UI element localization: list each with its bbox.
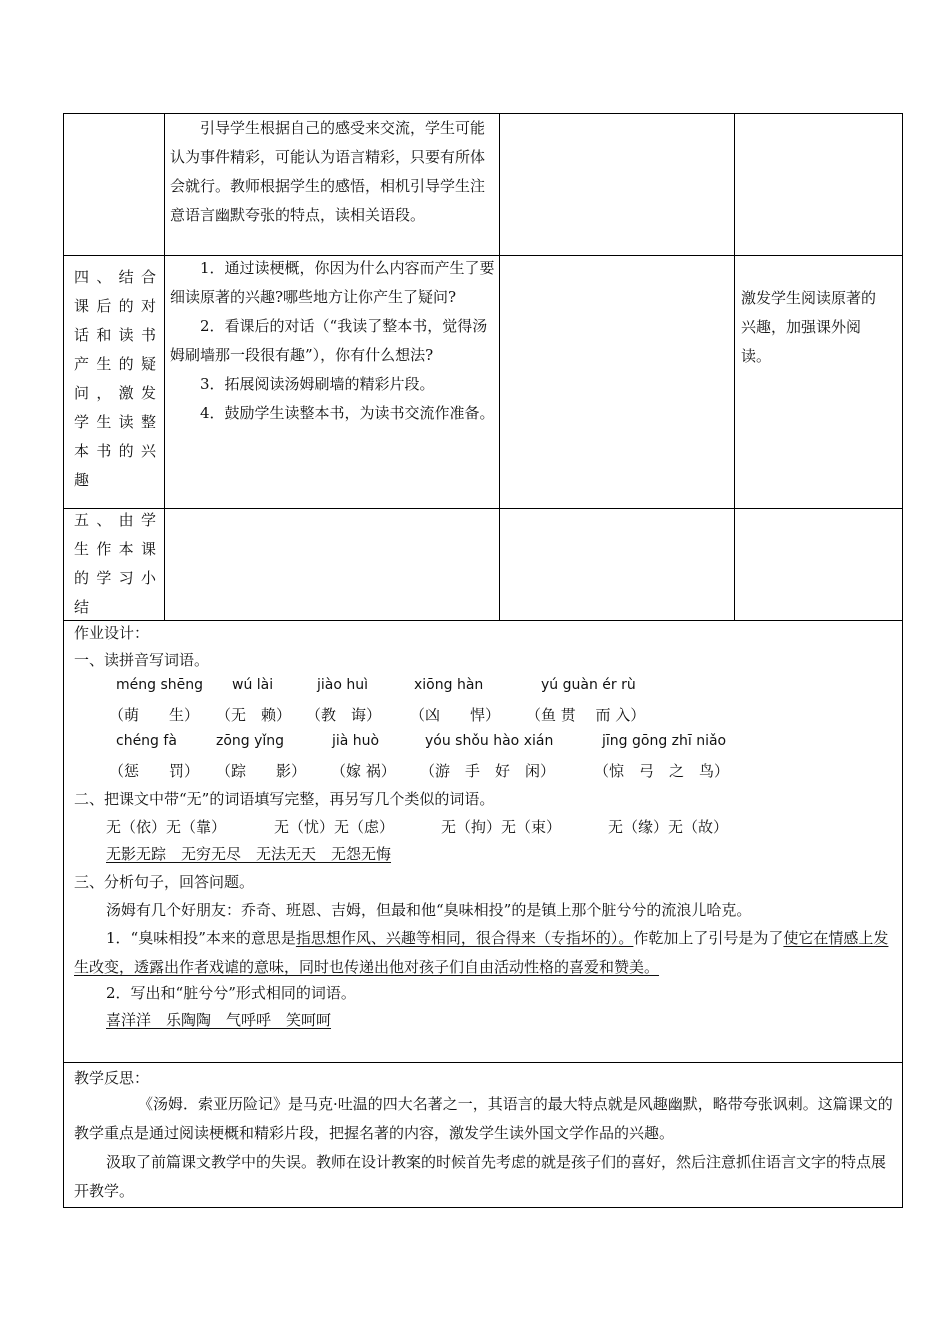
column-divider — [734, 114, 735, 620]
stage-line: 生作本课 — [74, 540, 156, 558]
pinyin: jià huò — [332, 733, 380, 749]
row2-stage — [74, 263, 156, 495]
row2-intent: 激发学生阅读原著的兴趣，加强课外阅读。 — [741, 289, 877, 365]
stage-line: 问，激发 — [74, 384, 156, 402]
hanzi-row — [64, 760, 902, 784]
fill-word: 无（拘）无（束） — [441, 818, 562, 836]
q3-title: 三、分析句子，回答问题。 — [74, 873, 255, 891]
row2-content — [170, 254, 498, 428]
q2-title: 二、把课文中带“无”的词语填写完整，再另写几个类似的词语。 — [74, 790, 495, 808]
stage-line: 趣 — [74, 471, 90, 489]
q3-sub2: 2．写出和“脏兮兮”形式相同的词语。 — [106, 984, 356, 1002]
row2-item: 4．鼓励学生读整本书，为读书交流作准备。 — [200, 404, 495, 422]
stage-line: 学生读整 — [74, 413, 156, 431]
pinyin: zōng yǐng — [216, 733, 285, 749]
q3-sub1 — [74, 924, 894, 982]
stage-line: 四、结合 — [74, 268, 156, 286]
pinyin: chéng fà — [116, 733, 177, 749]
column-divider — [499, 114, 500, 620]
fill-word: 无（忧）无（虑） — [274, 818, 395, 836]
answer-word: （教 诲） — [306, 706, 382, 724]
pinyin: méng shēng — [116, 677, 204, 693]
pinyin: jīng gōng zhī niǎo — [602, 733, 727, 749]
row-divider — [64, 620, 902, 621]
pinyin: yóu shǒu hào xián — [425, 733, 554, 749]
stage-line: 本书的兴 — [74, 442, 156, 460]
answer-word: （无 赖） — [216, 706, 292, 724]
answer-word: （惩 罚） — [109, 762, 200, 780]
fill-word: 无（缘）无（故） — [608, 818, 729, 836]
row1-paragraph: 引导学生根据自己的感受来交流，学生可能认为事件精彩，可能认为语言精彩，只要有所体会就行。教师根据学生的感悟，相机引导学生注意语言幽默夸张的特点，读相关语段。 — [170, 119, 486, 224]
hanzi-row — [64, 704, 902, 728]
q2-answer: 无影无踪 无穷无尽 无法无天 无怨无悔 — [106, 845, 392, 863]
q3-sub1-answer: 使它在情感上发生改变，透露出作者戏谑的意味，同时也传递出他对孩子们自由活动性格的喜爱和赞美。 — [74, 929, 889, 976]
pinyin-row — [64, 677, 902, 701]
stage-line: 产生的疑 — [74, 355, 156, 373]
answer-word: （游 手 好 闲） — [420, 762, 556, 780]
row2-item: 1．通过读梗概，你因为什么内容而产生了要细读原著的兴趣?哪些地方让你产生了疑问? — [170, 259, 495, 306]
row1-content — [170, 114, 498, 230]
stage-line: 五、由学 — [74, 511, 156, 529]
row2-item: 2．看课后的对话（“我读了整本书，觉得汤姆刷墙那一段很有趣”），你有什么想法? — [170, 317, 488, 364]
q3-sub2-answer: 喜洋洋 乐陶陶 气呼呼 笑呵呵 — [106, 1011, 332, 1029]
row-divider — [64, 508, 902, 509]
row2-item: 3．拓展阅读汤姆刷墙的精彩片段。 — [200, 375, 435, 393]
pinyin: jiào huì — [317, 677, 369, 693]
stage-line: 课后的对 — [74, 297, 156, 315]
q3-sub1-answer: 指思想作风、兴趣等相同，很合得来（专指坏的）。 — [295, 929, 634, 947]
column-divider — [164, 114, 165, 620]
fill-word: 无（依）无（靠） — [106, 818, 227, 836]
row-divider — [64, 1062, 902, 1063]
answer-word: （嫁 祸） — [331, 762, 396, 780]
pinyin-row — [64, 733, 902, 757]
answer-word: （萌 生） — [109, 706, 200, 724]
pinyin: wú lài — [232, 677, 274, 693]
answer-word: （凶 悍） — [410, 706, 501, 724]
pinyin: xiōng hàn — [414, 677, 484, 693]
lesson-plan-table — [63, 113, 903, 1208]
pinyin: yú guàn ér rù — [541, 677, 636, 693]
reflection-p2: 汲取了前篇课文教学中的失误。教师在设计教案的时候首先考虑的就是孩子们的喜好，然后注意抓住语言文字的特点展开教学。 — [74, 1153, 887, 1200]
answer-word: （踪 影） — [216, 762, 307, 780]
reflection-title: 教学反思： — [74, 1069, 150, 1087]
answer-word: （惊 弓 之 鸟） — [594, 762, 730, 780]
homework-title: 作业设计： — [74, 624, 150, 642]
q3-sentence: 汤姆有几个好朋友：乔奇、班恩、吉姆，但最和他“臭味相投”的是镇上那个脏兮兮的流浪儿哈克。 — [106, 901, 752, 919]
stage-line: 话和读书 — [74, 326, 156, 344]
q1-title: 一、读拼音写词语。 — [74, 651, 210, 669]
reflection-p1: 《汤姆．索亚历险记》是马克·吐温的四大名著之一，其语言的最大特点就是风趣幽默，略带夸张讽刺。这篇课文的教学重点是通过阅读梗概和精彩片段，把握名著的内容，激发学生读外国文学作品的兴趣。 — [74, 1095, 893, 1142]
q3-sub1-mid: 作乾加上了引号是为了 — [633, 929, 784, 947]
row3-stage — [74, 506, 156, 622]
q3-sub1-prefix: 1．“臭味相投”本来的意思是 — [106, 929, 296, 947]
stage-line: 的学习小 — [74, 569, 156, 587]
stage-line: 结 — [74, 598, 90, 616]
answer-word: （鱼 贯 而 入） — [526, 706, 646, 724]
